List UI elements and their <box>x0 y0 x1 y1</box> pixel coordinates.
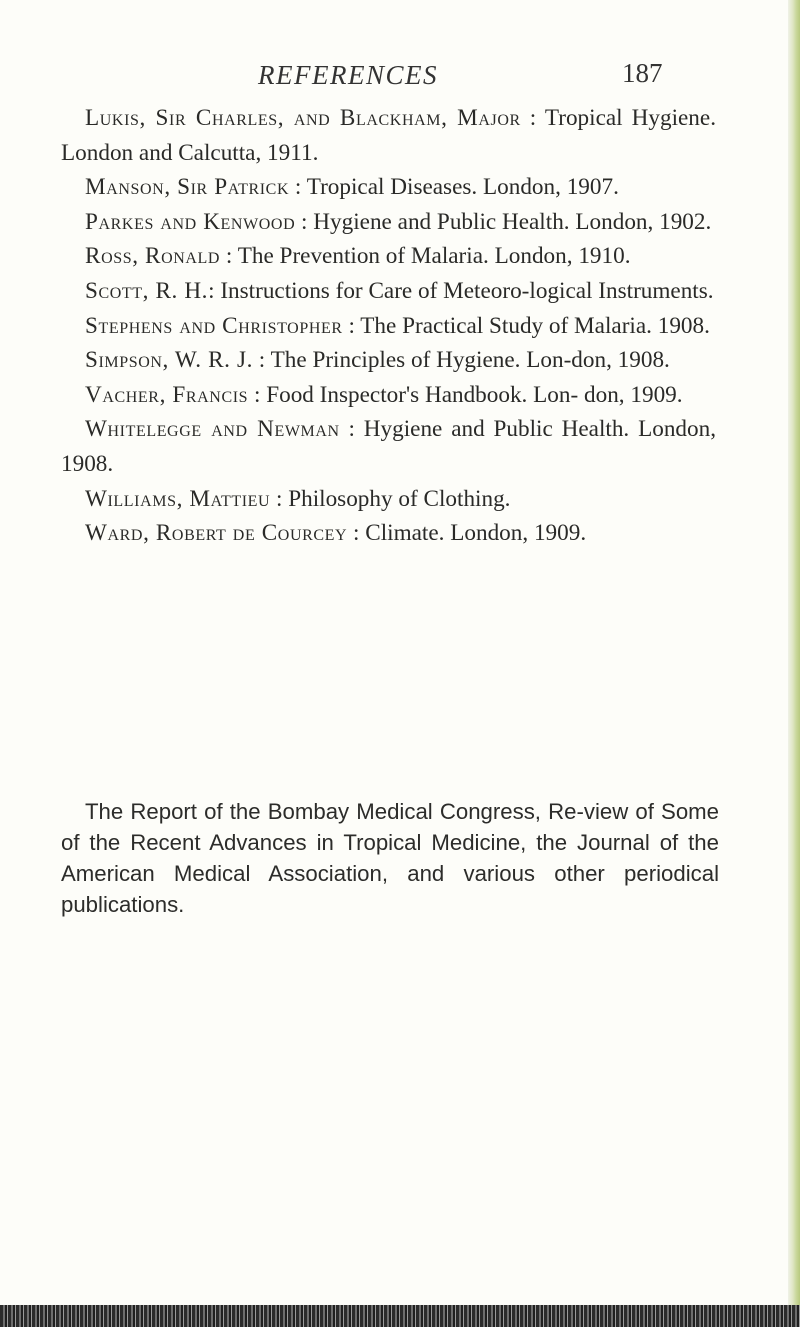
reference-entry: Lukis, Sir Charles, and Blackham, Major : Tropical Hygiene. London and Calcutta, 1911. <box>61 105 716 166</box>
reference-entry: Stephens and Christopher : The Practical Study of Malaria. 1908. <box>85 312 710 339</box>
running-header <box>0 58 790 98</box>
header-title: REFERENCES <box>258 60 438 90</box>
reference-text: Instructions for Care of Meteoro-logical Instruments. <box>220 277 714 304</box>
reference-author: Manson, Sir Patrick <box>85 174 290 201</box>
reference-author: Whitelegge and Newman <box>85 416 340 443</box>
reference-text: Tropical Hygiene. London and Calcutta, 1911. <box>61 105 716 166</box>
reference-text: The Principles of Hygiene. Lon-don, 1908. <box>270 347 670 374</box>
reference-author: Parkes and Kenwood <box>85 208 296 235</box>
reference-entry: Whitelegge and Newman : Hygiene and Public Health. London, 1908. <box>61 416 716 477</box>
reference-text: Philosophy of Clothing. <box>288 485 511 512</box>
reference-author: Simpson, W. R. J. <box>85 347 253 374</box>
reference-author: Stephens and Christopher <box>85 312 343 339</box>
reference-entry: Manson, Sir Patrick : Tropical Diseases. London, 1907. <box>85 174 619 201</box>
reference-entry: Vacher, Francis : Food Inspector's Handbook. Lon- don, 1909. <box>85 381 683 408</box>
reference-list <box>61 101 716 551</box>
reference-entry: Ross, Ronald : The Prevention of Malaria. London, 1910. <box>85 243 631 270</box>
scan-border <box>0 1305 800 1327</box>
reference-text: Tropical Diseases. London, 1907. <box>306 174 619 201</box>
reference-text: Food Inspector's Handbook. Lon- don, 1909. <box>266 381 683 408</box>
reference-text: The Prevention of Malaria. London, 1910. <box>237 243 631 270</box>
reference-entry: Williams, Mattieu : Philosophy of Clothing. <box>85 485 511 512</box>
reference-text: Hygiene and Public Health. London, 1902. <box>313 208 712 235</box>
reference-author: Ward, Robert de Courcey <box>85 520 348 547</box>
page-number: 187 <box>622 58 663 88</box>
page-edge <box>788 0 800 1327</box>
reference-text: Climate. London, 1909. <box>365 520 587 547</box>
sources-note: The Report of the Bombay Medical Congress, Re-view of Some of the Recent Advances in Tropical Medicine, the Journal of the American Medical Association, and various other periodical publications. <box>61 799 719 917</box>
reference-text: Hygiene and Public Health. London, 1908. <box>61 416 716 477</box>
reference-entry: Simpson, W. R. J. : The Principles of Hygiene. Lon-don, 1908. <box>85 347 670 374</box>
reference-author: Williams, Mattieu <box>85 485 271 512</box>
reference-author: Scott, R. H. <box>85 277 209 304</box>
reference-entry: Ward, Robert de Courcey : Climate. London, 1909. <box>85 520 587 547</box>
reference-author: Vacher, Francis <box>85 381 249 408</box>
reference-author: Lukis, Sir Charles, and Blackham, Major <box>85 105 521 131</box>
reference-entry: Scott, R. H.: Instructions for Care of Meteoro-logical Instruments. <box>85 277 714 304</box>
reference-author: Ross, Ronald <box>85 243 221 270</box>
reference-entry: Parkes and Kenwood : Hygiene and Public Health. London, 1902. <box>85 208 712 235</box>
reference-text: The Practical Study of Malaria. 1908. <box>360 312 710 339</box>
